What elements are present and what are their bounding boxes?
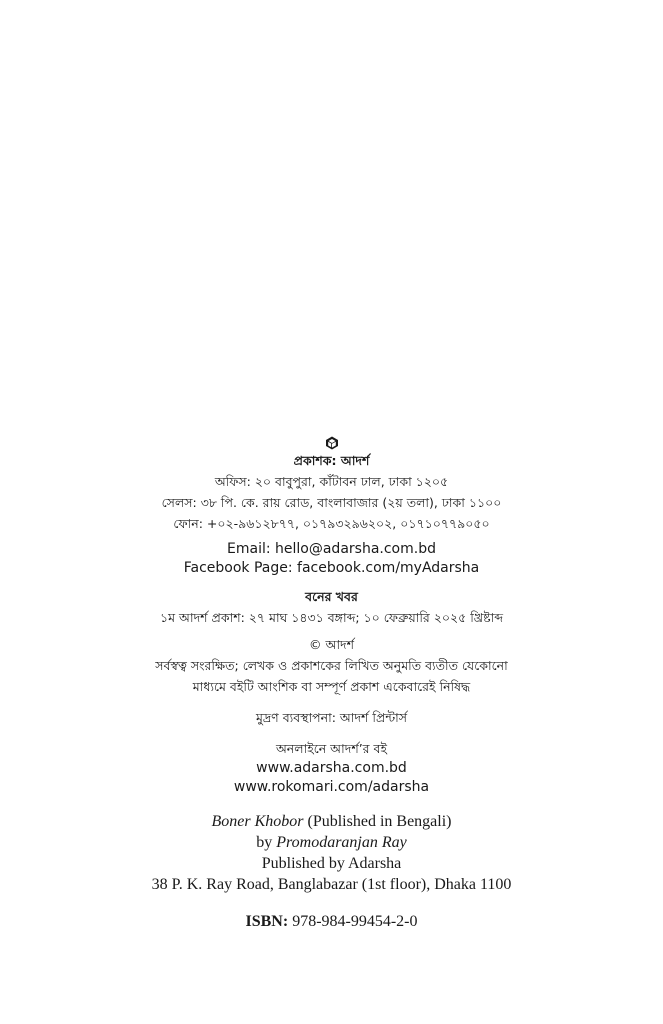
copyright-line: © আদর্শ: [308, 637, 355, 652]
online-site-adarsha: www.adarsha.com.bd: [256, 760, 407, 776]
isbn-line: [0, 911, 663, 932]
phone-numbers: ফোন: +০২-৯৬১২৮৭৭, ০১৭৯৩২৯৬২০২, ০১৭১০৭৭৯০৫০: [173, 516, 490, 531]
english-title: Boner Khobor: [211, 813, 304, 830]
rights-line-1: সর্বস্বত্ব সংরক্ষিত; লেখক ও প্রকাশকের লিখিত অনুমতি ব্যতীত যেকোনো: [155, 658, 508, 673]
isbn-value: 978-984-99454-2-0: [288, 913, 418, 930]
printing-line: মুদ্রণ ব্যবস্থাপনা: আদর্শ প্রিন্টার্স: [255, 710, 408, 725]
email-line: Email: hello@adarsha.com.bd: [227, 541, 436, 557]
author-line: [0, 832, 663, 853]
english-title-suffix: (Published in Bengali): [303, 813, 452, 830]
book-title: বনের খবর: [305, 589, 358, 604]
isbn-label: ISBN:: [245, 913, 289, 930]
by-prefix: by: [256, 834, 277, 851]
imprint-block: [0, 436, 663, 932]
adarsha-logo-icon: [325, 436, 339, 450]
rights-line-2: মাধ্যমে বইটি আংশিক বা সম্পূর্ণ প্রকাশ একেবারেই নিষিদ্ধ: [192, 679, 471, 694]
sales-address: সেলস: ৩৮ পি. কে. রায় রোড, বাংলাবাজার (২য় তলা), ঢাকা ১১০০: [161, 495, 502, 510]
office-address: অফিস: ২০ বাবুপুরা, কাঁটাবন ঢাল, ঢাকা ১২০৫: [214, 474, 449, 489]
facebook-line: Facebook Page: facebook.com/myAdarsha: [183, 560, 480, 576]
published-by-line: Published by Adarsha: [261, 855, 402, 872]
english-address-line: 38 P. K. Ray Road, Banglabazar (1st floor), Dhaka 1100: [151, 876, 512, 893]
online-site-rokomari: www.rokomari.com/adarsha: [233, 779, 430, 795]
author-name: Promodaranjan Ray: [276, 834, 407, 851]
english-title-line: [0, 811, 663, 832]
online-heading: অনলাইনে আদর্শ’র বই: [275, 741, 387, 756]
first-edition-line: ১ম আদর্শ প্রকাশ: ২৭ মাঘ ১৪৩১ বঙ্গাব্দ; ১০ ফেব্রুয়ারি ২০২৫ খ্রিষ্টাব্দ: [159, 610, 504, 625]
publisher-line: প্রকাশক: আদর্শ: [293, 453, 370, 468]
